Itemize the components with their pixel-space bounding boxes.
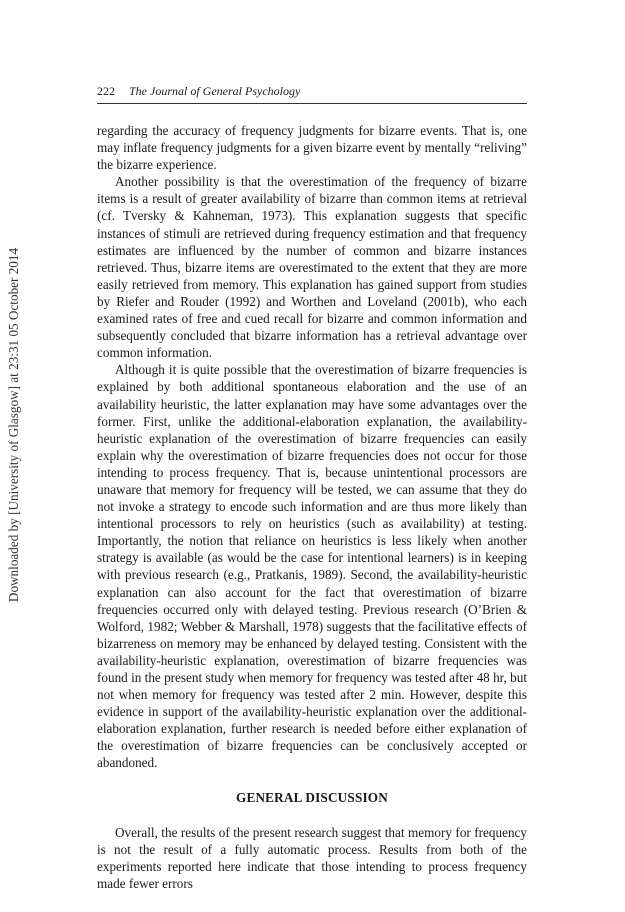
paragraph-continued: regarding the accuracy of frequency judgments for bizarre events. That is, one may inflate frequency judgments for a given bizarre event by mentally “reliving” the bizarre experience. [97, 123, 527, 173]
paragraph-availability: Another possibility is that the overestimation of the frequency of bizarre items is a result of greater availability of bizarre than common items at retrieval (cf. Tversky & Kahneman, 1973). This explanation suggests that specific instances of stimuli are retrieved during frequency estimation and that frequency estimates are influenced by the number of common and bizarre instances retrieved. Thus, bizarre items are overestimated to the extent that they are more easily retrieved from memory. This explanation has gained support from studies by Riefer and Rouder (1992) and Worthen and Loveland (2001b), who each examined rates of free and cued recall for bizarre and common information and subsequently concluded that bizarre information has a retrieval advantage over common information. [97, 174, 527, 361]
section-heading: GENERAL DISCUSSION [235, 789, 388, 805]
paragraph-explanations: Although it is quite possible that the overestimation of bizarre frequencies is explained by both additional spontaneous elaboration and the use of an availability heuristic, the latter explanation may have some advantages over the former. First, unlike the additional-elaboration explanation, the availability-heuristic explanation of the overestimation of bizarre frequencies can easily explain why the overestimation of bizarre frequencies does not occur for those intending to process frequency. That is, because unintentional processors are unaware that memory for frequency will be tested, we can assume that they do not invoke a strategy to encode such information and are thus more likely than intentional processors to rely on heuristics (such as availability) at testing. Importantly, the notion that reliance on heuristics is less likely when another strategy is available (as would be the case for intentional learners) is in keeping with previous research (e.g., Pratkanis, 1989). Second, the availability-heuristic explanation can also account for the fact that overestimation of bizarre frequencies occurred only with delayed testing. Previous research (O’Brien & Wolford, 1982; Webber & Marshall, 1978) suggests that the facilitative effects of bizarreness on memory may be enhanced by delayed testing. Consistent with the availability-heuristic explanation, overestimation of bizarre frequencies was found in the present study when memory for frequency was tested after 48 hr, but not when memory for frequency was tested after 2 min. However, despite this evidence in support of the availability-heuristic explanation over the additional-elaboration explanation, further research is needed before either explanation of the overestimation of bizarre frequencies can be conclusively accepted or abandoned. [97, 362, 527, 771]
download-watermark [4, 185, 24, 665]
journal-title: The Journal of General Psychology [129, 84, 301, 98]
article-body [97, 122, 527, 892]
running-head [97, 82, 527, 104]
page-number: 222 [97, 84, 115, 98]
paragraph-general-discussion: Overall, the results of the present research suggest that memory for frequency is not the result of a fully automatic process. Results from both of the experiments reported here indicate that those intending to process frequency made fewer errors [97, 824, 527, 891]
download-watermark-text: Downloaded by [University of Glasgow] at 23:31 05 October 2014 [6, 247, 22, 603]
